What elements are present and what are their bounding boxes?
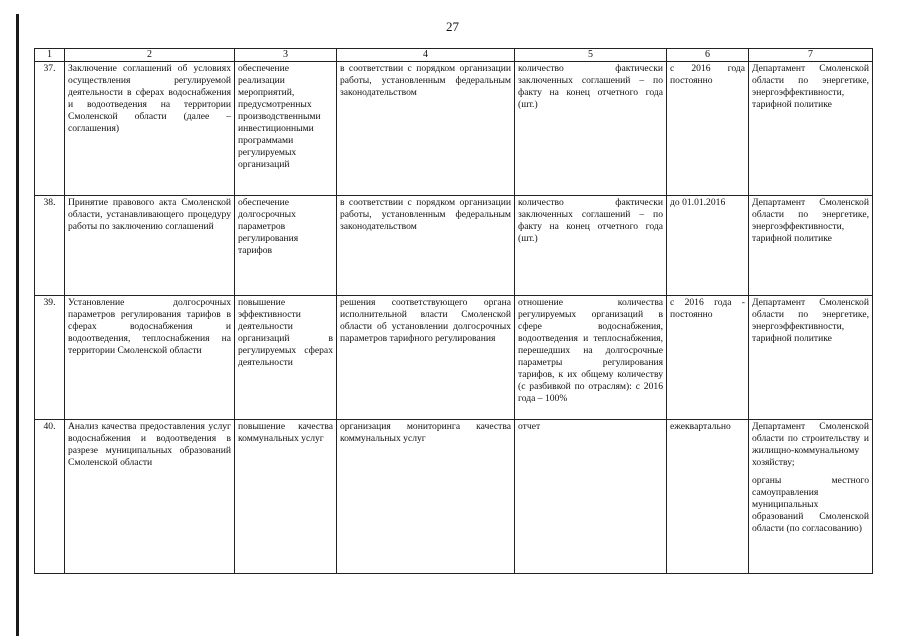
goal-cell: обеспечение долгосрочных параметров регулирования тарифов [235,196,337,296]
measure-cell: Заключение соглашений об условиях осуществления регулируемой деятельности в сферах водоснабжения и водоотведения на территории Смоленской области (далее – соглашения) [65,62,235,196]
basis-cell: в соответствии с порядком организации работы, установленным федеральным законодательством [337,62,515,196]
basis-cell: решения соответствующего органа исполнительной власти Смоленской области об установлении долгосрочных параметров тарифного регулирования [337,296,515,420]
column-header: 4 [337,49,515,62]
responsible-cell [749,196,873,296]
goal-cell: повышение эффективности деятельности организаций в регулируемых сферах деятельности [235,296,337,420]
indicator-cell: количество фактически заключенных соглашений – по факту на конец отчетного года (шт.) [515,62,667,196]
responsible-text: Департамент Смоленской области по энергетике, энергоэффективности, тарифной политике [752,197,869,244]
responsible-text: органы местного самоуправления муниципальных образований Смоленской области (по согласованию) [752,475,869,534]
table-row [35,420,873,574]
measure-cell: Установление долгосрочных параметров регулирования тарифов в сферах водоснабжения и водоотведения, теплоснабжения на территории Смоленской области [65,296,235,420]
responsible-cell [749,296,873,420]
column-header: 3 [235,49,337,62]
responsible-text: Департамент Смоленской области по энергетике, энергоэффективности, тарифной политике [752,297,869,344]
table-row [35,62,873,196]
column-header: 2 [65,49,235,62]
responsible-text: Департамент Смоленской области по строительству и жилищно-коммунальному хозяйству; [752,421,869,468]
term-cell: до 01.01.2016 [667,196,749,296]
measure-cell: Принятие правового акта Смоленской области, устанавливающего процедуру работы по заключению соглашений [65,196,235,296]
row-number: 39. [35,296,65,420]
term-cell: с 2016 года - постоянно [667,296,749,420]
indicator-cell: отчет [515,420,667,574]
table-row [35,296,873,420]
measure-cell: Анализ качества предоставления услуг водоснабжения и водоотведения в разрезе муниципальных образований Смоленской области [65,420,235,574]
responsible-cell [749,62,873,196]
row-number: 37. [35,62,65,196]
page-number: 27 [446,19,459,34]
header-row [35,49,873,62]
table-row [35,196,873,296]
responsible-cell [749,420,873,574]
column-header: 1 [35,49,65,62]
measures-table [34,48,873,574]
column-header: 5 [515,49,667,62]
goal-cell: обеспечение реализации мероприятий, предусмотренных производственными инвестиционными программами регулируемых организаций [235,62,337,196]
row-number: 38. [35,196,65,296]
responsible-text: Департамент Смоленской области по энергетике, энергоэффективности, тарифной политике [752,63,869,110]
indicator-cell: количество фактически заключенных соглашений – по факту на конец отчетного года (шт.) [515,196,667,296]
term-cell: с 2016 года постоянно [667,62,749,196]
term-cell: ежеквартально [667,420,749,574]
column-header: 7 [749,49,873,62]
goal-cell: повышение качества коммунальных услуг [235,420,337,574]
row-number: 40. [35,420,65,574]
column-header: 6 [667,49,749,62]
basis-cell: в соответствии с порядком организации работы, установленным федеральным законодательством [337,196,515,296]
indicator-cell: отношение количества регулируемых организаций в сфере водоснабжения, водоотведения и теплоснабжения, перешедших на долгосрочные параметры регулирования тарифов, к их общему количеству (с разбивкой по отраслям): с 2016 года – 100% [515,296,667,420]
binding-line [16,14,19,636]
basis-cell: организация мониторинга качества коммунальных услуг [337,420,515,574]
